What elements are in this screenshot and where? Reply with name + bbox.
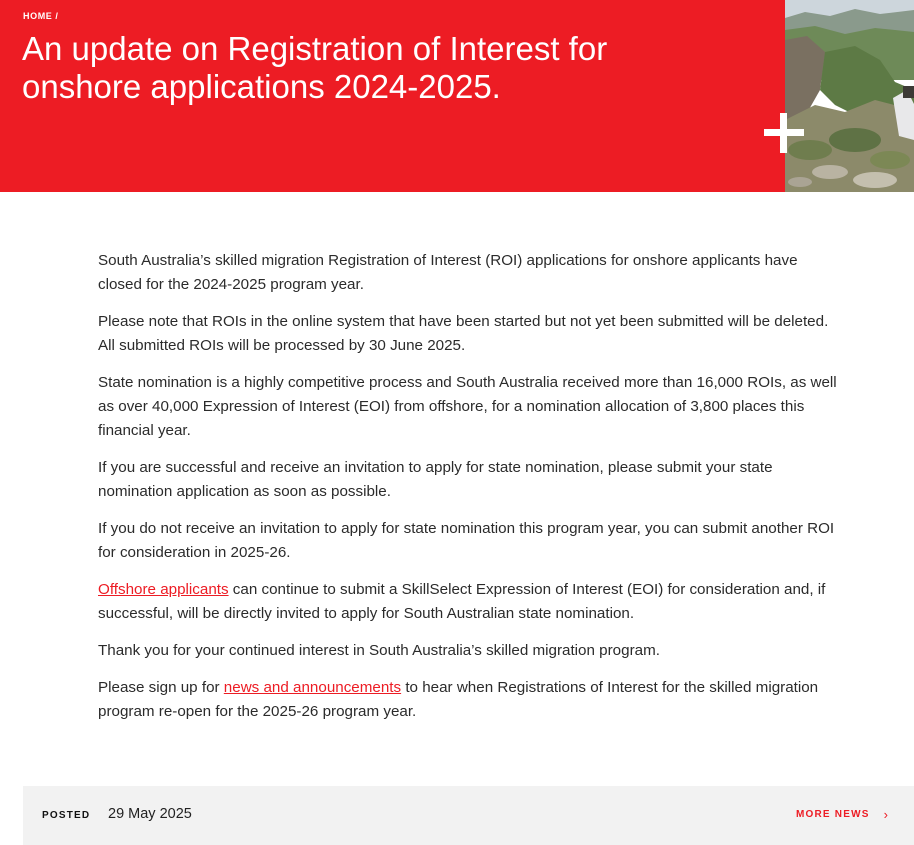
breadcrumb bbox=[23, 11, 59, 21]
posted-date: 29 May 2025 bbox=[108, 806, 192, 822]
article-paragraph-6-text: can continue to submit a SkillSelect Expression of Interest (EOI) for consideration and, if successful, will be directly invited to apply for South Australian state nomination. bbox=[98, 581, 826, 622]
breadcrumb-home-link[interactable]: HOME bbox=[23, 11, 53, 21]
article-body bbox=[98, 249, 838, 737]
posted-label: POSTED bbox=[42, 810, 91, 821]
article-paragraph-8-tail: to hear when Registrations of Interest for the skilled migration program re-open for the 2025-26 program year. bbox=[98, 679, 819, 720]
article-paragraph-1: South Australia’s skilled migration Registration of Interest (ROI) applications for onshore applicants have closed for the 2024-2025 program year. bbox=[98, 252, 798, 293]
post-meta-footer bbox=[23, 786, 914, 845]
article-paragraph-5: If you do not receive an invitation to apply for state nomination this program year, you can submit another ROI for consideration in 2025-26. bbox=[98, 520, 835, 561]
article-paragraph-3: State nomination is a highly competitive process and South Australia received more than 16,000 ROIs, as well as over 40,000 Expression of Interest (EOI) from offshore, for a nomination allocation of 3,800 places this financial year. bbox=[98, 374, 837, 439]
article-paragraph-7: Thank you for your continued interest in South Australia’s skilled migration program. bbox=[98, 642, 660, 659]
breadcrumb-separator: / bbox=[55, 11, 59, 21]
page-title: An update on Registration of Interest for onshore applications 2024-2025. bbox=[22, 30, 608, 105]
more-news-label: MORE NEWS bbox=[796, 809, 870, 820]
hero-landscape-image bbox=[785, 0, 914, 192]
article-paragraph-6 bbox=[98, 578, 838, 626]
hero-red-panel bbox=[0, 0, 785, 192]
news-announcements-link[interactable]: news and announcements bbox=[223, 679, 402, 696]
more-news-link[interactable] bbox=[796, 807, 888, 822]
hero-banner bbox=[0, 0, 914, 192]
plus-icon bbox=[764, 113, 804, 153]
chevron-right-icon: › bbox=[883, 807, 888, 822]
article-paragraph-4: If you are successful and receive an invitation to apply for state nomination, please submit your state nomination application as soon as possible. bbox=[98, 459, 773, 500]
article-paragraph-8-lead: Please sign up for bbox=[98, 679, 224, 696]
article-paragraph-8 bbox=[98, 676, 838, 724]
offshore-applicants-link[interactable]: Offshore applicants bbox=[98, 581, 229, 598]
article-paragraph-2: Please note that ROIs in the online system that have been started but not yet been submitted will be deleted. All submitted ROIs will be processed by 30 June 2025. bbox=[98, 313, 829, 354]
